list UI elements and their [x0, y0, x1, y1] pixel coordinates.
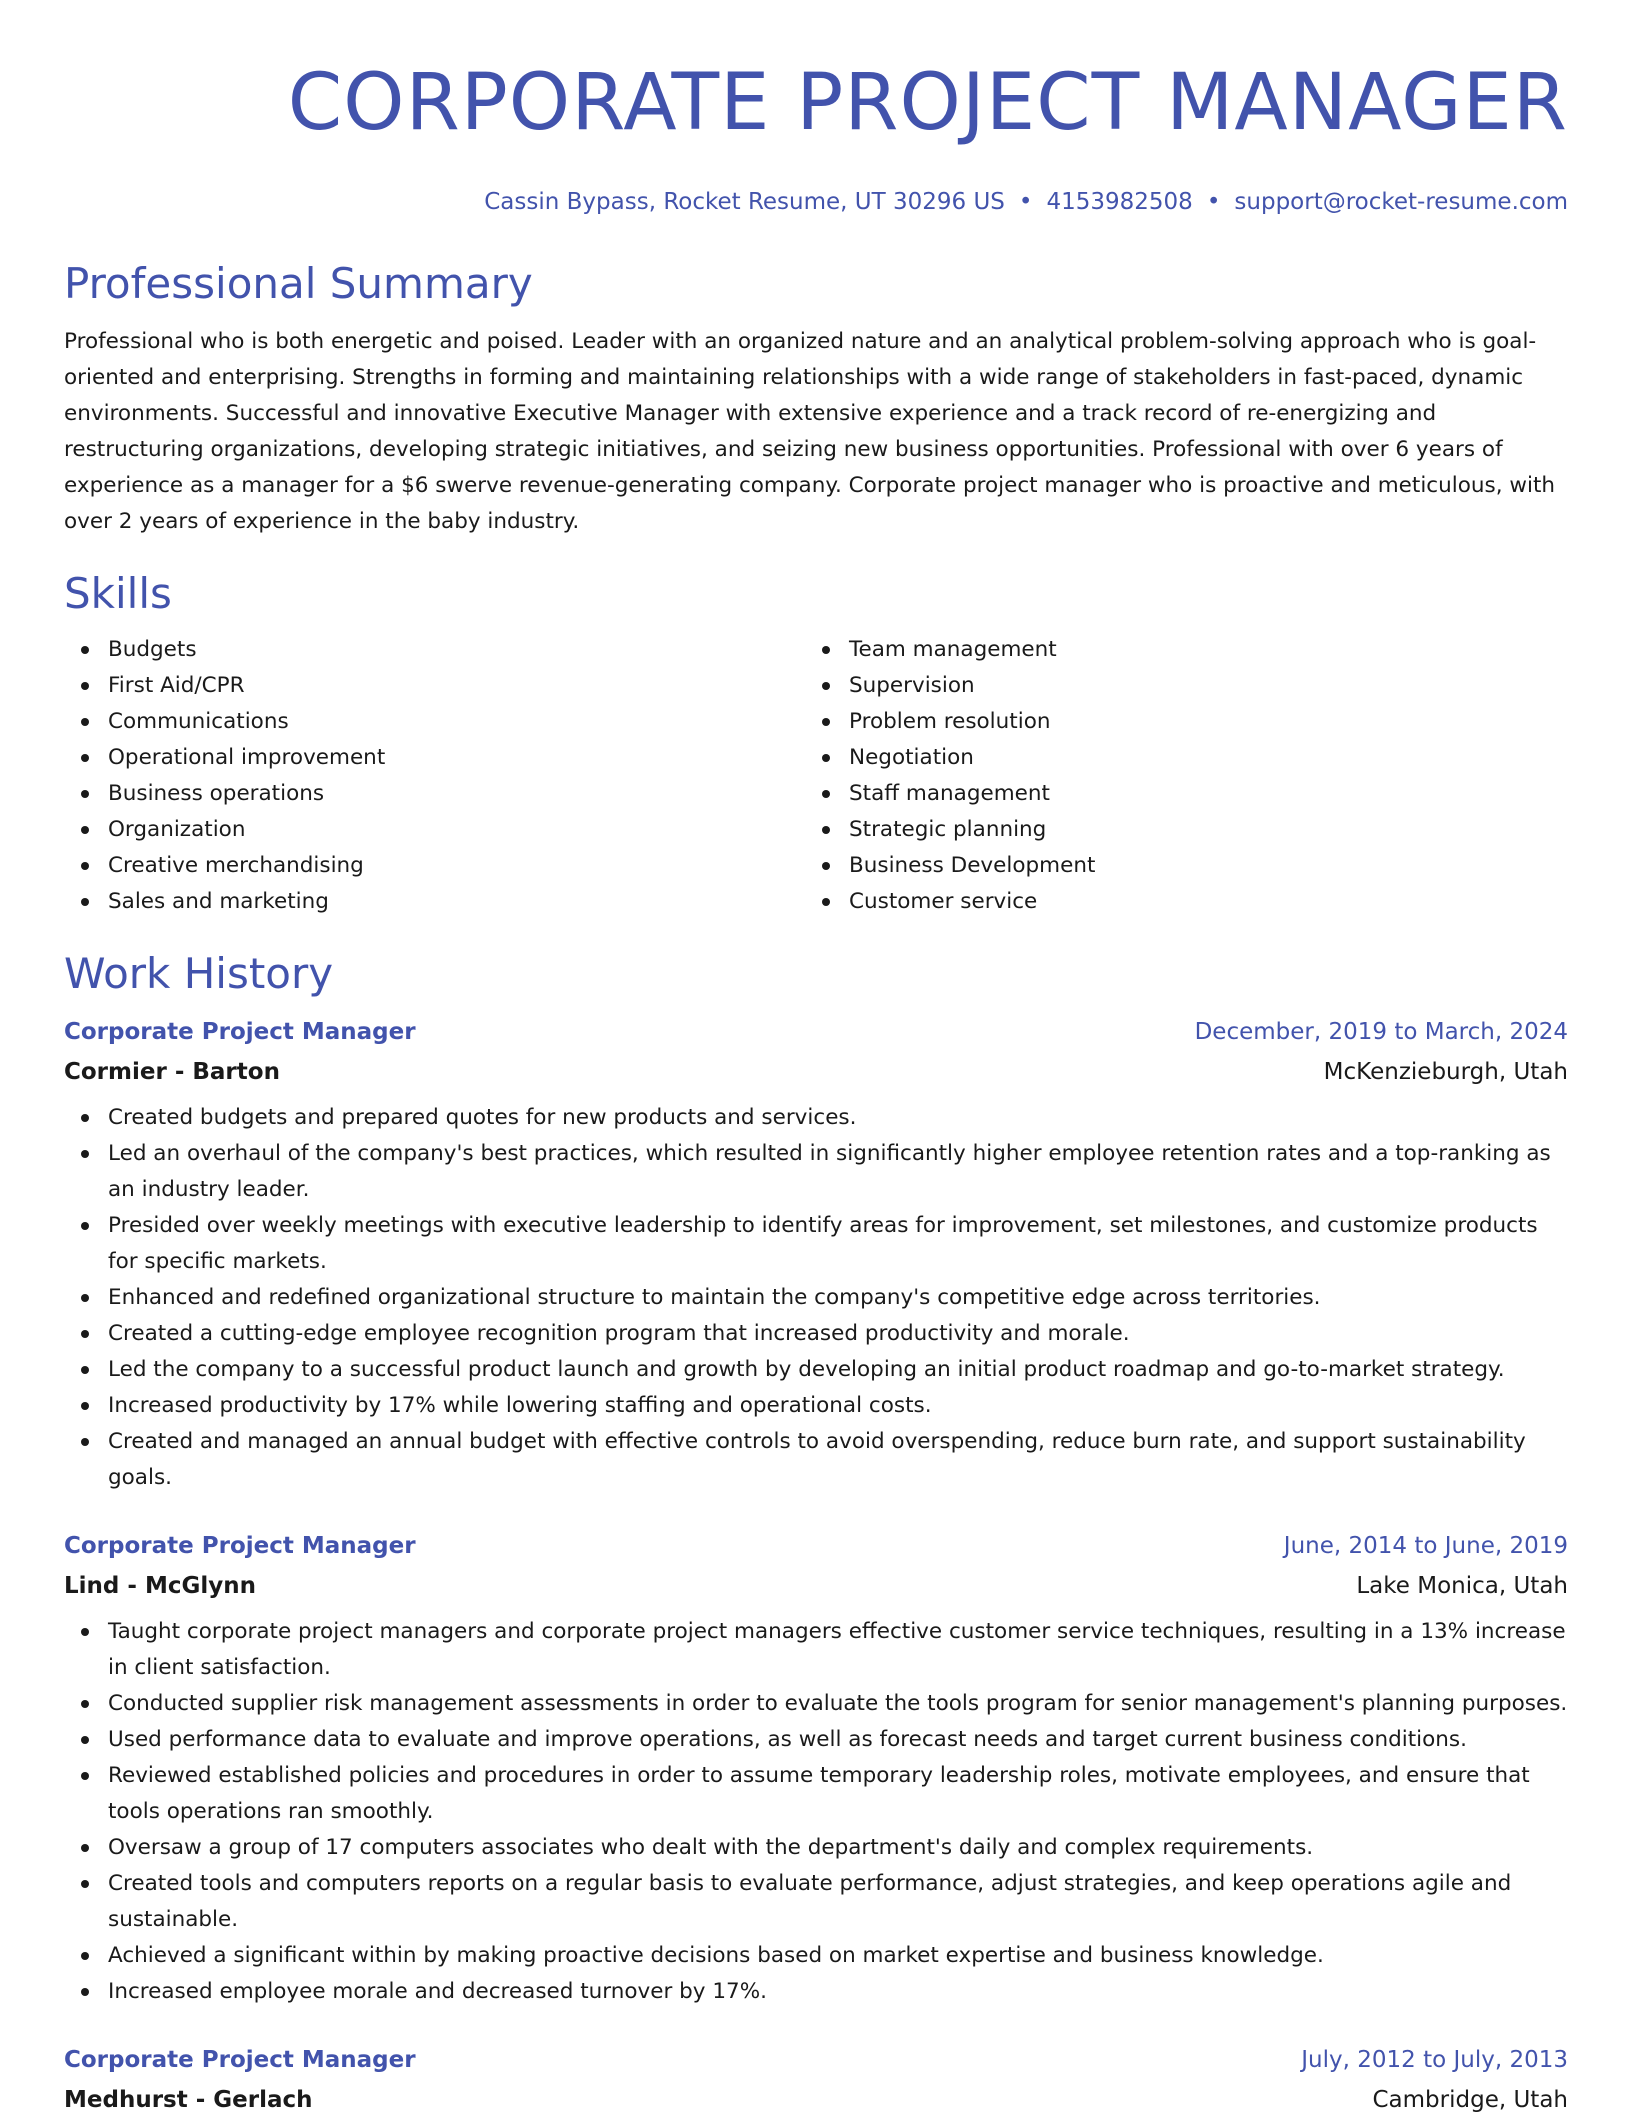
skill-item: Team management	[805, 632, 1546, 668]
job-header	[64, 2042, 1568, 2078]
contact-separator: •	[1206, 189, 1221, 215]
job-dates: December, 2019 to March, 2024	[1194, 1019, 1568, 1045]
job-bullets	[64, 1100, 1568, 1496]
job-bullet: Created budgets and prepared quotes for new products and services.	[64, 1100, 1568, 1136]
job-bullet: Achieved a significant within by making proactive decisions based on market expertise and business knowledge.	[64, 1938, 1568, 1974]
job-location: Cambridge, Utah	[1372, 2087, 1568, 2112]
job-title: Corporate Project Manager	[64, 1533, 416, 1559]
contact-line	[64, 186, 1568, 218]
skill-item: Business Development	[805, 848, 1546, 884]
skill-item: Business operations	[64, 776, 805, 812]
skills-list-left	[64, 632, 805, 920]
job-bullet: Enhanced and redefined organizational structure to maintain the company's competitive edge across territories.	[64, 1280, 1568, 1316]
summary-heading: Professional Summary	[64, 259, 533, 308]
contact-phone: 4153982508	[1046, 189, 1193, 215]
work-history-heading: Work History	[64, 949, 334, 998]
job-title: Corporate Project Manager	[64, 1019, 416, 1045]
job-location: McKenzieburgh, Utah	[1323, 1059, 1568, 1085]
job-entry	[64, 1528, 1568, 2010]
skill-item: Operational improvement	[64, 740, 805, 776]
job-company: Cormier - Barton	[64, 1059, 280, 1085]
skill-item: First Aid/CPR	[64, 668, 805, 704]
job-bullet: Presided over weekly meetings with executive leadership to identify areas for improvement, set milestones, and customize products for specific markets.	[64, 1208, 1568, 1280]
job-company: Medhurst - Gerlach	[64, 2087, 313, 2112]
job-bullet: Created and managed an annual budget with effective controls to avoid overspending, reduce burn rate, and support sustainability goals.	[64, 1424, 1568, 1496]
skill-item: Strategic planning	[805, 812, 1546, 848]
job-header	[64, 1014, 1568, 1050]
job-entry	[64, 1014, 1568, 1496]
job-company: Lind - McGlynn	[64, 1573, 256, 1599]
job-bullet: Led an overhaul of the company's best practices, which resulted in significantly higher employee retention rates and a top-ranking as an industry leader.	[64, 1136, 1568, 1208]
contact-email: support@rocket-resume.com	[1234, 189, 1568, 215]
contact-address: Cassin Bypass, Rocket Resume, UT 30296 US	[484, 189, 1005, 215]
job-dates: July, 2012 to July, 2013	[1301, 2047, 1568, 2073]
job-dates: June, 2014 to June, 2019	[1283, 1533, 1568, 1559]
skill-item: Budgets	[64, 632, 805, 668]
job-bullet: Conducted supplier risk management assessments in order to evaluate the tools program for senior management's planning purposes.	[64, 1686, 1568, 1722]
resume-title: CORPORATE PROJECT MANAGER	[287, 58, 1568, 148]
job-bullet: Taught corporate project managers and corporate project managers effective customer service techniques, resulting in a 13% increase in client satisfaction.	[64, 1614, 1568, 1686]
contact-separator: •	[1018, 189, 1033, 215]
skill-item: Staff management	[805, 776, 1546, 812]
job-bullet: Reviewed established policies and procedures in order to assume temporary leadership roles, motivate employees, and ensure that tools operations ran smoothly.	[64, 1758, 1568, 1830]
job-bullet: Oversaw a group of 17 computers associates who dealt with the department's daily and complex requirements.	[64, 1830, 1568, 1866]
skill-item: Supervision	[805, 668, 1546, 704]
job-title: Corporate Project Manager	[64, 2047, 416, 2073]
skill-item: Communications	[64, 704, 805, 740]
job-entry	[64, 2042, 1568, 2112]
job-location: Lake Monica, Utah	[1356, 1573, 1568, 1599]
job-bullets	[64, 1614, 1568, 2010]
job-bullet: Created a cutting-edge employee recognition program that increased productivity and morale.	[64, 1316, 1568, 1352]
job-bullet: Led the company to a successful product launch and growth by developing an initial product roadmap and go-to-market strategy.	[64, 1352, 1568, 1388]
skill-item: Organization	[64, 812, 805, 848]
job-subheader	[64, 1054, 1568, 1090]
job-bullet: Used performance data to evaluate and improve operations, as well as forecast needs and target current business conditions.	[64, 1722, 1568, 1758]
skill-item: Problem resolution	[805, 704, 1546, 740]
job-bullet: Created tools and computers reports on a regular basis to evaluate performance, adjust strategies, and keep operations agile and sustainable.	[64, 1866, 1568, 1938]
job-subheader	[64, 2082, 1568, 2112]
skill-item: Creative merchandising	[64, 848, 805, 884]
job-subheader	[64, 1568, 1568, 1604]
summary-text: Professional who is both energetic and poised. Leader with an organized nature and an analytical problem-solving approach who is goal-oriented and enterprising. Strengths in forming and maintaining relationships with a wide range of stakeholders in fast-paced, dynamic environments. Successful and innovative Executive Manager with extensive experience and a track record of re-energizing and restructuring organizations, developing strategic initiatives, and seizing new business opportunities. Professional with over 6 years of experience as a manager for a $6 swerve revenue-generating company. Corporate project manager who is proactive and meticulous, with over 2 years of experience in the baby industry.	[64, 329, 1555, 534]
skills-heading: Skills	[64, 569, 172, 618]
skills-columns	[64, 632, 1568, 920]
job-bullet: Increased employee morale and decreased turnover by 17%.	[64, 1974, 1568, 2010]
job-header	[64, 1528, 1568, 1564]
skill-item: Sales and marketing	[64, 884, 805, 920]
job-bullet: Increased productivity by 17% while lowering staffing and operational costs.	[64, 1388, 1568, 1424]
skill-item: Negotiation	[805, 740, 1546, 776]
skill-item: Customer service	[805, 884, 1546, 920]
skills-list-right	[805, 632, 1546, 920]
